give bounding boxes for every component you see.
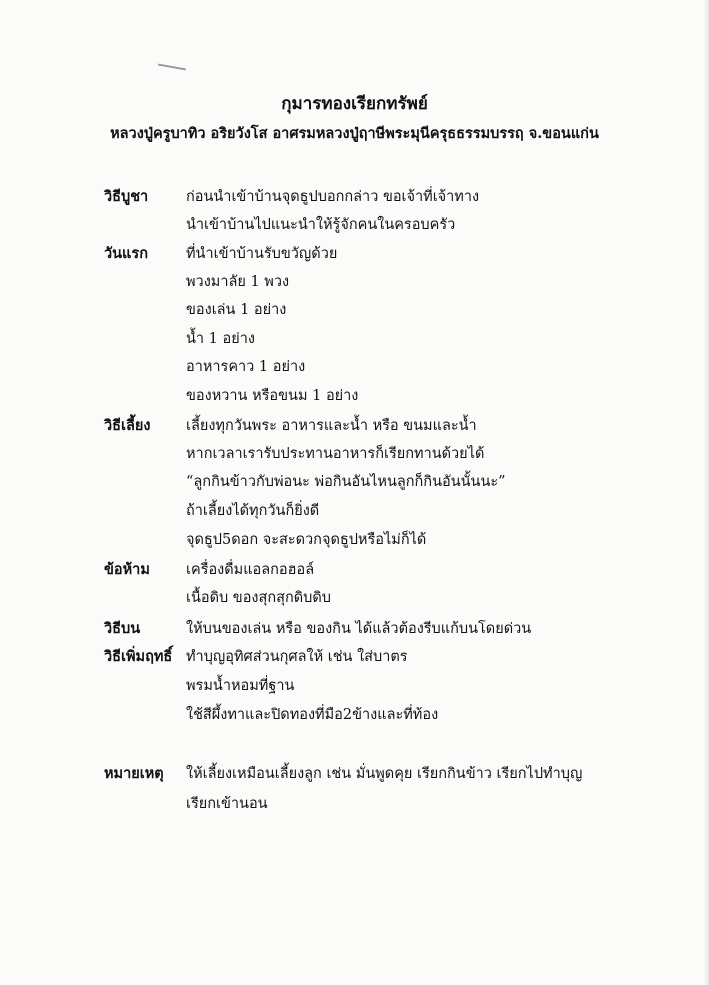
section-label-vow: วิธีบน bbox=[104, 620, 141, 637]
section-label-empower: วิธีเพิ่มฤทธิ์ bbox=[104, 648, 173, 665]
feeding-line: เลี้ยงทุกวันพระ อาหารและน้ำ หรือ ขนมและน้ำ bbox=[186, 418, 477, 434]
feeding-line: “ลูกกินข้าวกับพ่อนะ พ่อกินอันไหนลูกก็กินอันนั้นนะ” bbox=[186, 474, 506, 490]
empower-line: ใช้สีผึ้งทาและปิดทองที่มือ2ข้างและที่ท้อง bbox=[186, 707, 439, 723]
section-label-feeding: วิธีเลี้ยง bbox=[104, 417, 151, 434]
document-title: กุมารทองเรียกทรัพย์ bbox=[281, 94, 428, 114]
feeding-line: หากเวลาเรารับประทานอาหารก็เรียกทานด้วยได้ bbox=[186, 446, 485, 462]
puja-line: นำเข้าบ้านไปแนะนำให้รู้จักคนในครอบครัว bbox=[186, 217, 456, 233]
feeding-line: ถ้าเลี้ยงได้ทุกวันก็ยิ่งดี bbox=[186, 503, 320, 519]
first-day-line: อาหารคาว 1 อย่าง bbox=[186, 359, 306, 375]
vow-line: ให้บนของเล่น หรือ ของกิน ได้แล้วต้องรีบแก้บนโดยด่วน bbox=[186, 621, 532, 637]
first-day-line: ของเล่น 1 อย่าง bbox=[186, 302, 287, 318]
first-day-line: ของหวาน หรือขนม 1 อย่าง bbox=[186, 388, 359, 404]
empower-line: ทำบุญอุทิศส่วนกุศลให้ เช่น ใส่บาตร bbox=[186, 649, 408, 665]
section-label-forbidden: ข้อห้าม bbox=[104, 561, 150, 578]
section-label-note: หมายเหตุ bbox=[104, 765, 164, 782]
forbidden-line: เครื่องดื่มแอลกอฮอล์ bbox=[186, 562, 315, 578]
forbidden-line: เนื้อดิบ ของสุกสุกดิบดิบ bbox=[186, 590, 332, 606]
first-day-line: ที่นำเข้าบ้านรับขวัญด้วย bbox=[186, 246, 338, 262]
note-line: ให้เลี้ยงเหมือนเลี้ยงลูก เช่น มั่นพูดคุย เรียกกินข้าว เรียกไปทำบุญ bbox=[186, 766, 583, 782]
first-day-line: น้ำ 1 อย่าง bbox=[186, 331, 255, 347]
section-label-first-day: วันแรก bbox=[104, 245, 148, 262]
pen-mark bbox=[158, 64, 186, 71]
empower-line: พรมน้ำหอมที่ฐาน bbox=[186, 678, 295, 694]
feeding-line: จุดธูป5ดอก จะสะดวกจุดธูปหรือไม่ก็ได้ bbox=[186, 532, 427, 548]
puja-line: ก่อนนำเข้าบ้านจุดธูปบอกกล่าว ขอเจ้าที่เจ้าทาง bbox=[186, 189, 480, 205]
scan-edge-shadow bbox=[703, 0, 709, 985]
document-subtitle: หลวงปู่ครูบาทิว อริยวังโส อาศรมหลวงปู่ฤาษีพระมุนีครุธธรรมบรรฤ จ.ขอนแก่น bbox=[110, 125, 599, 142]
first-day-line: พวงมาลัย 1 พวง bbox=[186, 274, 290, 290]
section-label-puja: วิธีบูชา bbox=[104, 188, 149, 205]
note-line: เรียกเข้านอน bbox=[186, 796, 268, 812]
